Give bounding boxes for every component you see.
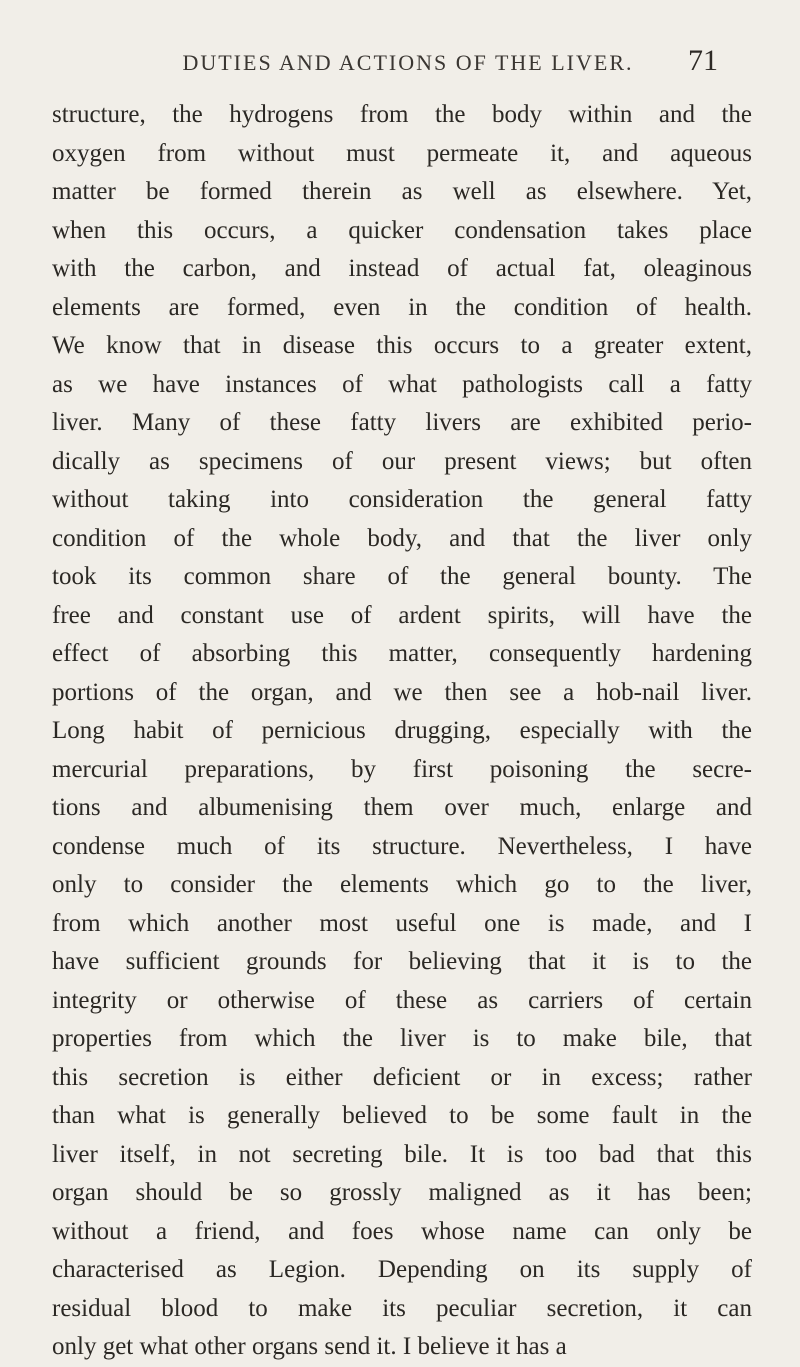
text-line: without a friend, and foes whose name can only be <box>52 1217 752 1245</box>
text-line: mercurial preparations, by first poisoning the secre- <box>52 755 752 783</box>
text-line: oxygen from without must permeate it, and aqueous <box>52 139 752 167</box>
text-line: matter be formed therein as well as elsewhere. Yet, <box>52 178 752 205</box>
text-line: dically as specimens of our present views; but often <box>52 447 752 475</box>
text-line: elements are formed, even in the condition of health. <box>52 293 752 321</box>
running-head <box>148 36 718 80</box>
text-line: characterised as Legion. Depending on its supply of <box>52 1256 752 1283</box>
text-line: organ should be so grossly maligned as it has been; <box>52 1179 752 1206</box>
text-line: than what is generally believed to be some fault in the <box>52 1102 752 1129</box>
text-line: portions of the organ, and we then see a hob-nail liver. <box>52 678 752 706</box>
text-line: only to consider the elements which go to the liver, <box>52 871 752 898</box>
text-line: residual blood to make its peculiar secretion, it can <box>52 1294 752 1322</box>
text-line: from which another most useful one is made, and I <box>52 909 752 937</box>
text-line: Long habit of pernicious drugging, especially with the <box>52 717 752 744</box>
text-line: structure, the hydrogens from the body within and the <box>52 101 752 128</box>
text-line: have sufficient grounds for believing that it is to the <box>52 948 752 975</box>
text-line: only get what other organs send it. I believe it has a <box>52 1333 567 1360</box>
text-line: liver itself, in not secreting bile. It is too bad that this <box>52 1140 752 1168</box>
text-line: liver. Many of these fatty livers are exhibited perio- <box>52 409 752 436</box>
text-line: this secretion is either deficient or in excess; rather <box>52 1063 752 1091</box>
text-line: free and constant use of ardent spirits, will have the <box>52 601 752 629</box>
text-line: with the carbon, and instead of actual fat, oleaginous <box>52 255 752 282</box>
text-line: tions and albumenising them over much, enlarge and <box>52 794 752 821</box>
text-line: We know that in disease this occurs to a greater extent, <box>52 332 752 359</box>
text-line: as we have instances of what pathologists call a fatty <box>52 370 752 398</box>
text-line: without taking into consideration the general fatty <box>52 486 752 513</box>
page-number: 71 <box>688 44 718 77</box>
text-line: properties from which the liver is to make bile, that <box>52 1025 752 1052</box>
text-line: condition of the whole body, and that the liver only <box>52 524 752 552</box>
text-line: condense much of its structure. Nevertheless, I have <box>52 832 752 860</box>
running-title: DUTIES AND ACTIONS OF THE LIVER. <box>182 50 634 75</box>
text-line: took its common share of the general bounty. The <box>52 563 752 590</box>
body-paragraph <box>52 96 752 1367</box>
text-line: effect of absorbing this matter, consequently hardening <box>52 640 752 667</box>
text-line: when this occurs, a quicker condensation takes place <box>52 216 752 244</box>
text-line: integrity or otherwise of these as carriers of certain <box>52 986 752 1014</box>
